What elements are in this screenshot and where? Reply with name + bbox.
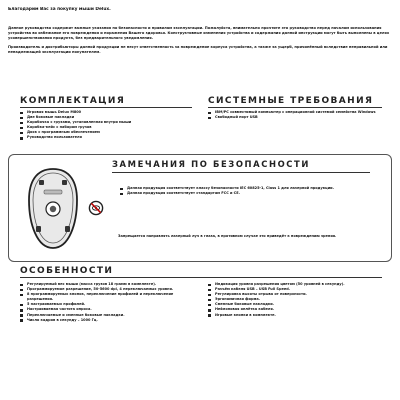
divider — [112, 172, 370, 173]
sysreq-title: СИСТЕМНЫЕ ТРЕБОВАНИЯ — [208, 96, 382, 108]
list-item: Эргономичная форма. — [208, 297, 387, 302]
bullet-icon — [208, 299, 211, 302]
intro-paragraph-1: Данное руководство содержит важные указания по безопасности и правилам эксплуатации. Пожалуйста, внимательно прочтите это руководство перед началом использования устройства во избежание его повреждения и поражения Вашего здоровья. Конструктивные изменения устройства и содержания данной инструкции могут быть выполнены в целях усовершенствования продукта, без предварительного уведомления. — [8, 26, 390, 41]
bullet-icon — [208, 314, 211, 317]
bullet-icon — [20, 294, 23, 297]
safety-title: ЗАМЕЧАНИЯ ПО БЕЗОПАСНОСТИ — [112, 159, 310, 169]
safety-list — [120, 186, 367, 196]
list-item: Свободный порт USB — [208, 115, 387, 120]
bullet-icon — [208, 309, 211, 312]
bullet-icon — [20, 112, 23, 115]
bullet-icon — [208, 112, 211, 115]
bullet-icon — [20, 314, 23, 317]
features-left-list — [20, 282, 195, 323]
features-title: ОСОБЕННОСТИ — [20, 266, 382, 278]
list-item: Разъём кабеля USB – USB Full Speed. — [208, 287, 387, 292]
bullet-icon — [120, 188, 123, 191]
list-item: Две боковые накладки — [20, 115, 131, 120]
thanks-line: Благодарим Вас за покупку мыши Delux. — [8, 7, 111, 12]
list-item: Игровая мышь Delux M800 — [20, 110, 131, 115]
list-item: Данная продукция соответствует классу безопасности IEC 60825-1, Class 1 для лазерной продукции. — [120, 186, 367, 191]
list-item: Игровые кнопки в комплекте. — [208, 313, 387, 318]
bullet-icon — [208, 294, 211, 297]
list-item: 8 программируемых кнопок, переключение профилей и переключение разрешения. — [20, 292, 195, 302]
list-item: Переключаемые и сменные боковые накладки. — [20, 313, 195, 318]
list-item: Индикация уровня разрешения цветом (50 уровней в секунду). — [208, 282, 387, 287]
list-item: Данная продукция соответствует стандартам FCC и CE. — [120, 191, 367, 196]
list-item: Сменные боковые накладки. — [208, 302, 387, 307]
sysreq-list — [208, 110, 387, 120]
list-item: Руководство пользователя — [20, 135, 131, 140]
list-item: Нейлоновая оплётка кабеля. — [208, 307, 387, 312]
features-right-list — [208, 282, 387, 318]
list-item: Регулировка высоты отрыва от поверхности. — [208, 292, 387, 297]
bullet-icon — [20, 304, 23, 307]
bullet-icon — [208, 289, 211, 292]
bullet-icon — [208, 304, 211, 307]
bullet-icon — [20, 137, 23, 140]
safety-note: Запрещается направлять лазерный луч в глаза, в противном случае это приведёт к повреждению зрения. — [118, 234, 337, 238]
bullet-icon — [20, 132, 23, 135]
intro-block — [8, 26, 392, 58]
bullet-icon — [20, 122, 23, 125]
list-item: Коробка-кейс с набором грузов — [20, 125, 131, 130]
package-title: КОМПЛЕКТАЦИЯ — [20, 96, 192, 108]
bullet-icon — [208, 117, 211, 120]
list-item: 5 настраиваемых профилей. — [20, 302, 195, 307]
bullet-icon — [20, 127, 23, 130]
list-item: Диск с программным обеспечением — [20, 130, 131, 135]
mouse-underside-icon — [22, 166, 84, 252]
list-item: Настраиваемая частота опроса. — [20, 307, 195, 312]
list-item: Число кадров в секунду – 1000 Гц. — [20, 318, 195, 323]
bullet-icon — [20, 319, 23, 322]
list-item: Коробочка с грузами, установленная внутри мыши — [20, 120, 131, 125]
bullet-icon — [120, 193, 123, 196]
bullet-icon — [20, 117, 23, 120]
bullet-icon — [208, 284, 211, 287]
bullet-icon — [20, 284, 23, 287]
intro-paragraph-2: Производитель и дистрибьюторы данной продукции не несут ответственность за повреждение корпуса устройства, а также за ущерб, причинённый вследствие неправильной или ненадлежащей эксплуатации покупателем. — [8, 44, 388, 54]
package-list — [20, 110, 131, 141]
no-eye-exposure-icon — [88, 200, 104, 216]
list-item: IBM/PC совместимый компьютер с операционной системой семейства Windows — [208, 110, 387, 115]
list-item: Регулируемый вес мыши (масса грузов 18 грамм в комплекте). — [20, 282, 195, 287]
list-item: Программируемое разрешение, 50-5600 dpi, 4 переключаемых уровня. — [20, 287, 195, 292]
bullet-icon — [20, 289, 23, 292]
bullet-icon — [20, 309, 23, 312]
